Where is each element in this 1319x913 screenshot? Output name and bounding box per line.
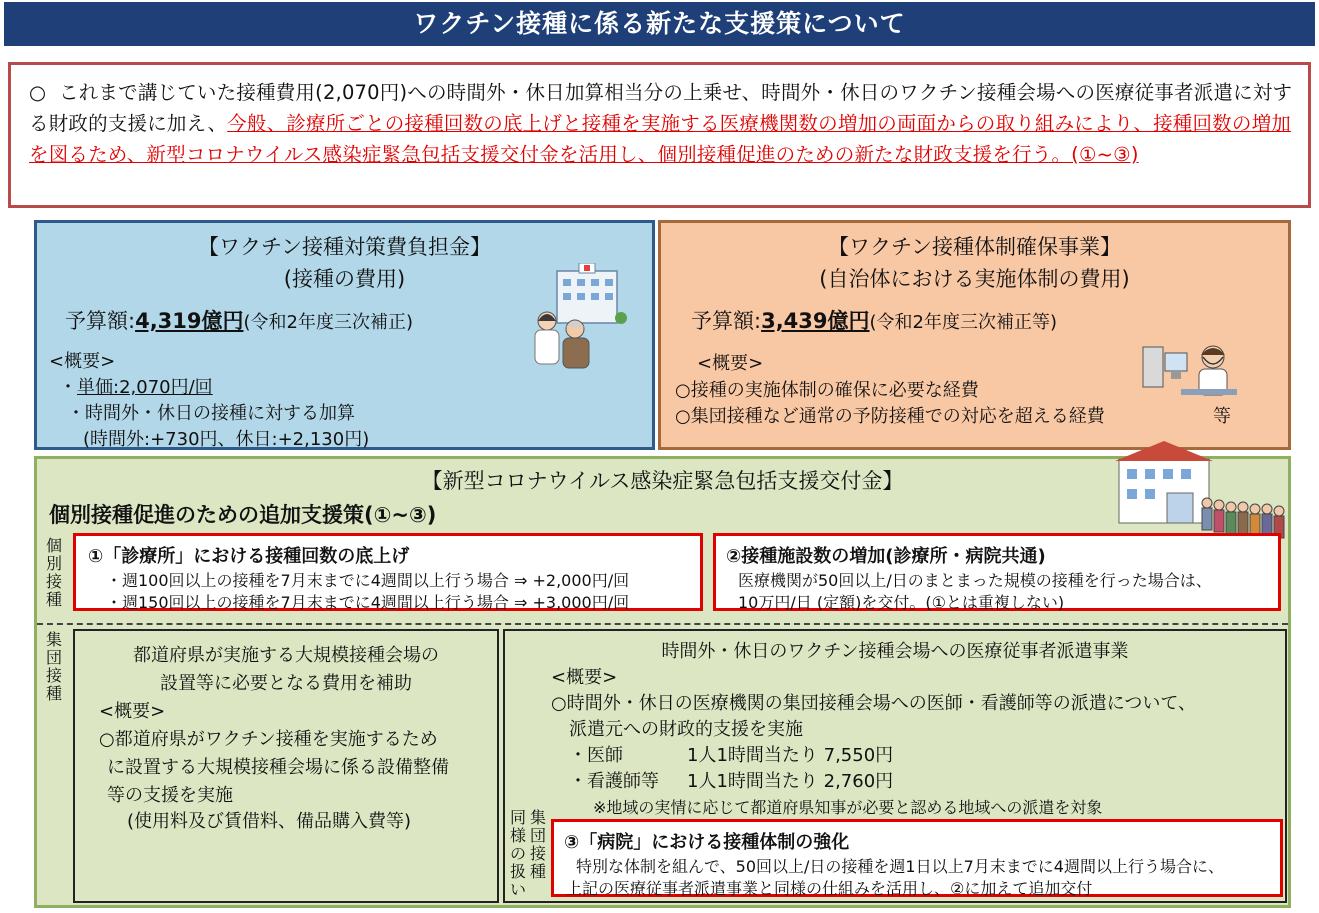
dispatch-program-box [503,629,1287,903]
system-item-2: ○集団接種など通常の予防接種での対応を超える経費 [675,406,1105,427]
system-title: 【ワクチン接種体制確保事業】 [828,235,1121,259]
vaccination-system-box [658,220,1291,450]
label-individual: 個別接種 [45,536,62,609]
nurse-label: ・看護師等 [569,771,659,792]
vaccine-cost-budget [65,305,413,335]
section-divider [37,623,1288,625]
dispatch-title: 時間外・休日のワクチン接種会場への医療従事者派遣事業 [661,641,1129,662]
hospital-nurse-illustration [527,263,637,373]
budget-note: (令和2年度三次補正) [243,312,414,333]
unit-price [59,373,213,399]
prefecture-item-4: (使用料及び賃借料、備品購入費等) [127,811,412,832]
prefecture-line-1: 都道府県が実施する大規模接種会場の [133,645,439,666]
surcharge: ・時間外・休日の接種に対する加算 [67,403,355,424]
intro-bullet: ○ [29,81,47,104]
intro-highlight: 今般、診療所ごとの接種回数の底上げと接種を実施する医療機関数の増加の両面からの取り組みにより、接種回数の増加を図るため、新型コロナウイルス感染症緊急包括支援交付金を活用し、個別接種促進のための新たな財政支援を行う。(①~③) [29,112,1291,166]
label-group-small: 集団接種 [529,808,546,881]
prefecture-line-2: 設置等に必要となる費用を補助 [160,673,412,694]
clinic-boost-box [73,533,703,611]
nurse-rate: 1人1時間当たり 2,760円 [687,771,894,792]
prefecture-item-3: 等の支援を実施 [107,785,233,806]
hospital-system-title: ③「病院」における接種体制の強化 [564,832,850,853]
label-group: 集団接種 [45,630,62,703]
intro-plain: これまで講じていた接種費用(2,070円)への時間外・休日加算相当分の上乗せ、時間外・休日のワクチン接種会場への医療従事者派遣に対する財政的支援に加え、 [29,81,1293,135]
doctor-rate: 1人1時間当たり 7,550円 [687,745,894,766]
dispatch-overview: <概要> [551,667,618,688]
label-same-treatment: 同様の扱い [509,808,526,899]
facility-increase-box [713,533,1281,611]
grant-subtitle: 個別接種促進のための追加支援策(①~③) [49,503,437,527]
system-overview-label: <概要> [697,353,764,374]
budget-label: 予算額: [65,309,136,333]
clinic-boost-title: ①「診療所」における接種回数の底上げ [88,546,410,567]
grant-title: 【新型コロナウイルス感染症緊急包括支援交付金】 [421,469,904,493]
system-budget-label: 予算額: [691,309,762,333]
facility-increase-title: ②接種施設数の増加(診療所・病院共通) [726,546,1046,567]
hospital-system-line-1: 特別な体制を組んで、50回以上/日の接種を週1日以上7月末までに4週間以上行う場合に、 [576,857,1224,876]
hospital-system-box [551,819,1283,897]
prefecture-overview: <概要> [99,701,166,722]
hospital-system-line-2: 上記の医療従事者派遣事業と同様の仕組みを活用し、②に加えて追加交付 [566,879,1093,898]
prefecture-venue-box [73,629,499,903]
facility-increase-line-2: 10万円/日 (定額)を交付。(①とは重複しない) [738,593,1065,612]
emergency-grant-box [34,456,1291,908]
doctor-label: ・医師 [569,745,623,766]
vaccine-cost-subtitle: (接種の費用) [283,267,406,291]
clinic-boost-row-1: ・週100回以上の接種を7月末までに4週間以上行う場合 ⇒ +2,000円/回 [106,571,630,590]
page-title: ワクチン接種に係る新たな支援策について [4,2,1315,46]
vaccine-cost-box [34,220,655,450]
vaccination-site-queue-illustration [1115,437,1287,547]
system-subtitle: (自治体における実施体制の費用) [819,267,1130,291]
clinic-boost-row-2: ・週150回以上の接種を7月末までに4週間以上行う場合 ⇒ +3,000円/回 [106,593,630,612]
facility-increase-line-1: 医療機関が50回以上/日のまとまった規模の接種を行った場合は、 [738,571,1212,590]
system-budget-amount: 3,439億円 [761,309,870,333]
system-budget [691,305,1057,335]
system-item-2-suffix: 等 [1213,406,1231,427]
unit-price-text: 単価:2,070円/回 [77,377,213,398]
dispatch-note: ※地域の実情に応じて都道府県知事が必要と認める地域への派遣を対象 [593,798,1103,817]
surcharge-detail: (時間外:+730円、休日:+2,130円) [83,429,370,450]
unit-price-prefix: ・ [59,377,77,398]
prefecture-item-1: ○都道府県がワクチン接種を実施するため [99,729,438,750]
prefecture-item-2: に設置する大規模接種会場に係る設備整備 [107,757,449,778]
intro-text [29,77,1299,170]
system-item-1: ○接種の実施体制の確保に必要な経費 [675,380,979,401]
overview-label: <概要> [49,351,116,372]
dispatch-item-1: ○時間外・休日の医療機関の集団接種会場への医師・看護師等の派遣について、 [551,693,1196,714]
intro-box [8,62,1311,208]
system-budget-note: (令和2年度三次補正等) [869,312,1058,333]
operator-illustration [1141,341,1241,401]
dispatch-item-2: 派遣元への財政的支援を実施 [569,719,803,740]
vaccine-cost-title: 【ワクチン接種対策費負担金】 [198,235,491,259]
budget-amount: 4,319億円 [135,309,244,333]
